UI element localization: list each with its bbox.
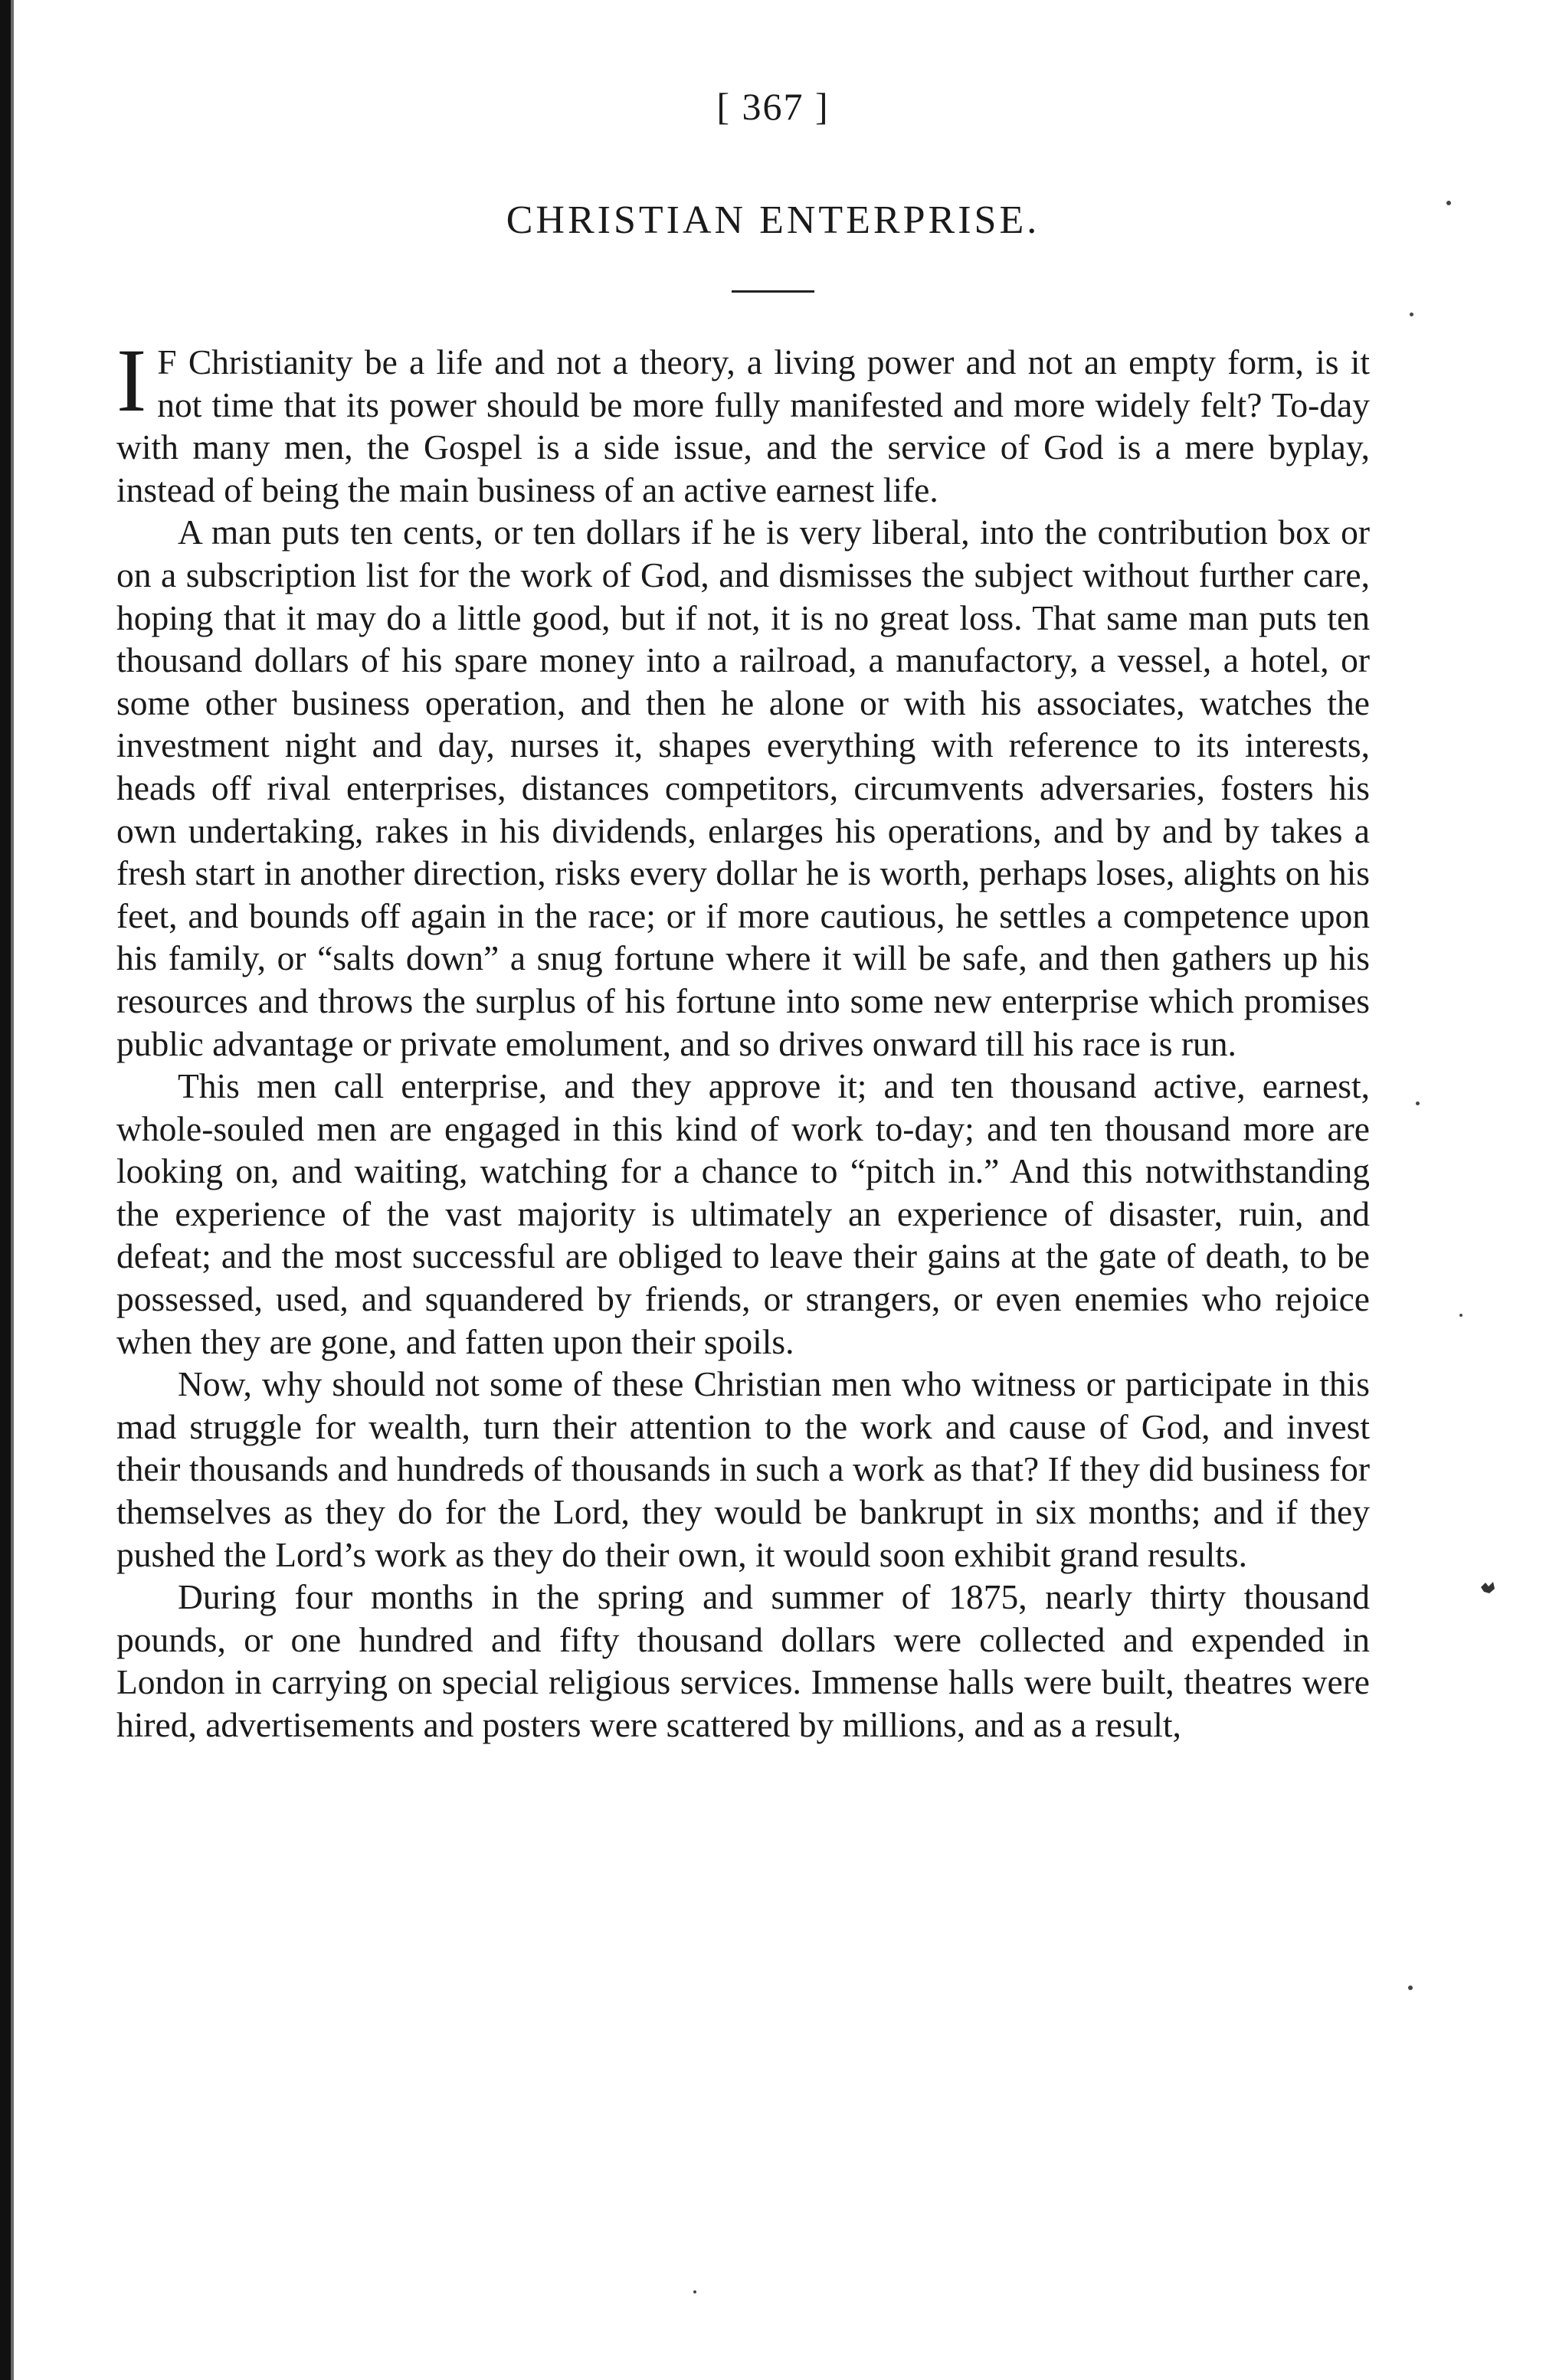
page-number: [ 367 ] bbox=[716, 85, 830, 128]
print-speck bbox=[1416, 1102, 1420, 1105]
paragraph-text: F Christianity be a life and not a theory, a living power and not an empty form, is it not time that its power should be more fully manifested and more widely felt? To-day with many men, the Gospel is a side issue, and the service of God is a mere byplay, instead of being the main business of an active earnest life. bbox=[116, 342, 1370, 509]
book-spine-edge bbox=[11, 0, 14, 2380]
paragraph: Now, why should not some of these Christian men who witness or participate in this mad struggle for wealth, turn their attention to the work and cause of God, and invest their thousands and hundreds of thousands in such a work as that? If they did business for themselves as they do for the Lord, they would be bankrupt in six months; and if they pushed the Lord’s work as they do their own, it would soon exhibit grand results. bbox=[116, 1364, 1370, 1574]
print-speck bbox=[1459, 1314, 1462, 1317]
print-speck bbox=[693, 2290, 696, 2293]
article-title: CHRISTIAN ENTERPRISE. bbox=[506, 198, 1040, 242]
drop-cap: I bbox=[116, 330, 147, 430]
paragraph: During four months in the spring and summer of 1875, nearly thirty thousand pounds, or one hundred and fifty thousand dollars were collected and expended in London in carrying on special religious services. Immense halls were built, theatres were hired, advertisements and posters were scattered by millions, and as a result, bbox=[116, 1577, 1370, 1744]
ink-blot-icon bbox=[1479, 1580, 1497, 1596]
margin-ink-mark bbox=[1479, 1576, 1497, 1593]
paragraph: This men call enterprise, and they approve it; and ten thousand active, earnest, whole-souled men are engaged in this kind of work to-day; and ten thousand more are looking on, and waiting, watching for a chance to “pitch in.” And this notwithstanding the experience of the vast majority is ultimately an experience of disaster, ruin, and defeat; and the most successful are obliged to leave their gains at the gate of death, to be possessed, used, and squandered by friends, or strangers, or even enemies who rejoice when they are gone, and fatten upon their spoils. bbox=[116, 1066, 1370, 1361]
title-divider bbox=[732, 290, 814, 293]
book-spine-shadow bbox=[0, 0, 11, 2380]
print-speck bbox=[1446, 201, 1451, 205]
print-speck bbox=[1408, 1986, 1413, 1990]
paragraph bbox=[116, 330, 1370, 511]
paragraph: A man puts ten cents, or ten dollars if he is very liberal, into the contribution box or on a subscription list for the work of God, and dismisses the subject without further care, hoping that it may do a little good, but if not, it is no great loss. That same man puts ten thousand dollars of his spare money into a railroad, a manufactory, a vessel, a hotel, or some other business operation, and then he alone or with his associates, watches the investment night and day, nurses it, shapes everything with reference to its interests, heads off rival enterprises, distances competitors, circumvents adversaries, fosters his own undertaking, rakes in his dividends, enlarges his operations, and by and by takes a fresh start in another direction, risks every dollar he is worth, perhaps loses, alights on his feet, and bounds off again in the race; or if more cautious, he settles a competence upon his family, or “salts down” a snug fortune where it will be safe, and then gathers up his resources and throws the surplus of his fortune into some new enterprise which promises public advantage or private emolument, and so drives onward till his race is run. bbox=[116, 512, 1370, 1063]
article-body bbox=[116, 330, 1370, 1747]
print-speck bbox=[1410, 313, 1413, 316]
